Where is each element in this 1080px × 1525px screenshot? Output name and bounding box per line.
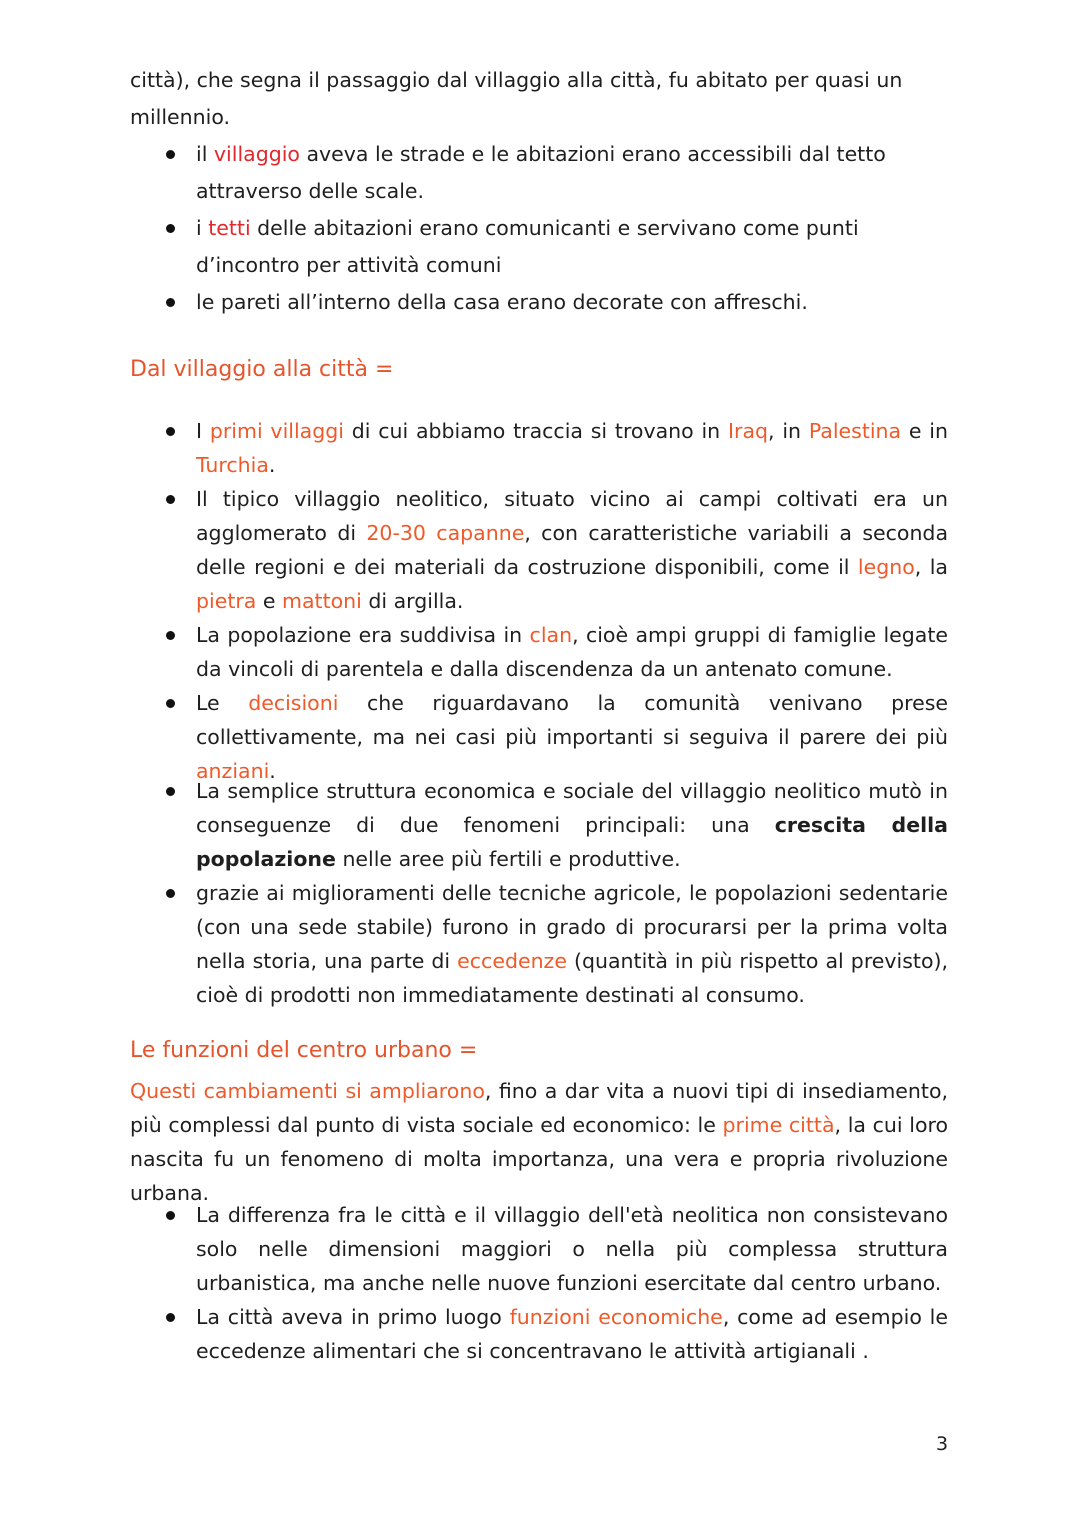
text-run: , in	[768, 419, 809, 443]
highlighted-term: Questi cambiamenti si ampliarono	[130, 1079, 485, 1103]
highlighted-term: mattoni	[282, 589, 362, 613]
bullet-list	[130, 774, 948, 1012]
list-item	[130, 414, 948, 482]
text-run: , con caratteristiche variabili a seconda delle regioni e dei materiali da costruzione disponibili, come il	[196, 521, 949, 579]
list-item	[130, 686, 948, 788]
text-run: , la cui loro nascita fu un fenomeno di molta importanza, una vera e propria rivoluzione urbana.	[130, 1113, 949, 1205]
highlighted-term: legno	[857, 555, 915, 579]
text-run: , la	[914, 555, 948, 579]
highlighted-term: eccedenze	[457, 949, 567, 973]
text-run: e in	[901, 419, 948, 443]
list-item	[130, 774, 948, 876]
list-item	[130, 1198, 948, 1300]
text-run: il	[196, 142, 214, 166]
bullet-list	[130, 1198, 948, 1368]
section-heading: Dal villaggio alla città =	[130, 357, 394, 382]
bullet-list	[130, 136, 948, 321]
text-run: , come ad esempio le eccedenze alimentari che si concentravano le attività artigianali .	[196, 1305, 948, 1363]
highlighted-term: decisioni	[248, 691, 339, 715]
text-run: La città aveva in primo luogo	[196, 1305, 510, 1329]
list-item	[130, 876, 948, 1012]
highlighted-term: Iraq	[727, 419, 769, 443]
text-run: aveva le strade e le abitazioni erano accessibili dal tetto attraverso delle scale.	[196, 142, 886, 203]
section-heading: Le funzioni del centro urbano =	[130, 1038, 478, 1063]
paragraph-text	[130, 1074, 948, 1210]
highlighted-term: primi villaggi	[209, 419, 344, 443]
highlighted-term: anziani	[196, 759, 270, 783]
text-run: di argilla.	[361, 589, 464, 613]
bullet-list-items	[130, 1198, 948, 1368]
highlighted-term: funzioni economiche	[509, 1305, 723, 1329]
bullet-list-items	[130, 774, 948, 1012]
highlighted-term: Turchia	[196, 453, 269, 477]
text-run: città), che segna il passaggio dal villaggio alla città, fu abitato per quasi un millennio.	[130, 68, 903, 129]
text-run: Le	[196, 691, 249, 715]
text-run: di cui abbiamo traccia si trovano in	[343, 419, 728, 443]
list-item	[130, 618, 948, 686]
bullet-list-items	[130, 414, 948, 788]
list-item	[130, 284, 948, 321]
text-run: nelle aree più fertili e produttive.	[335, 847, 681, 871]
paragraph-text	[130, 62, 948, 136]
bold-text: crescita della popolazione	[196, 813, 949, 871]
text-run: delle abitazioni erano comunicanti e servivano come punti d’incontro per attività comuni	[196, 216, 859, 277]
text-run: .	[269, 759, 276, 783]
highlighted-term: Palestina	[808, 419, 902, 443]
text-run: La differenza fra le città e il villaggio dell'età neolitica non consistevano solo nelle dimensioni maggiori o nella più complessa struttura urbanistica, ma anche nelle nuove funzioni esercitate dal centro urbano.	[196, 1203, 948, 1295]
text-run: Il tipico villaggio neolitico, situato vicino ai campi coltivati era un agglomerato di	[196, 487, 948, 545]
highlighted-term: pietra	[196, 589, 257, 613]
text-run: e	[256, 589, 283, 613]
paragraph	[130, 1074, 948, 1210]
text-run: I	[196, 419, 210, 443]
text-run: grazie ai miglioramenti delle tecniche agricole, le popolazioni sedentarie (con una sede stabile) furono in grado di procurarsi per la prima volta nella storia, una parte di	[196, 881, 948, 973]
list-item	[130, 482, 948, 618]
highlighted-term: 20-30 capanne	[366, 521, 525, 545]
bullet-list-items	[130, 136, 948, 321]
list-item	[130, 136, 948, 210]
text-run: .	[268, 453, 276, 477]
highlighted-term: villaggio	[213, 142, 300, 166]
text-run: i	[196, 216, 209, 240]
page-number: 3	[936, 1433, 949, 1455]
highlighted-term: clan	[529, 623, 573, 647]
text-run: (quantità in più rispetto al previsto), cioè di prodotti non immediatamente destinati al consumo.	[196, 949, 949, 1007]
list-item	[130, 210, 948, 284]
bullet-list	[130, 414, 948, 788]
text-run: La popolazione era suddivisa in	[196, 623, 530, 647]
paragraph	[130, 62, 948, 136]
highlighted-term: tetti	[208, 216, 251, 240]
text-run: le pareti all’interno della casa erano decorate con affreschi.	[196, 290, 808, 314]
text-run: , cioè ampi gruppi di famiglie legate da vincoli di parentela e dalla discendenza da un antenato comune.	[196, 623, 948, 681]
text-run: La semplice struttura economica e sociale del villaggio neolitico mutò in conseguenze di due fenomeni principali: una	[196, 779, 948, 837]
text-run: che riguardavano la comunità venivano prese collettivamente, ma nei casi più importanti si seguiva il parere dei più	[196, 691, 948, 749]
text-run: , fino a dar vita a nuovi tipi di insediamento, più complessi dal punto di vista sociale ed economico: le	[130, 1079, 949, 1137]
highlighted-term: prime città	[722, 1113, 835, 1137]
list-item	[130, 1300, 948, 1368]
